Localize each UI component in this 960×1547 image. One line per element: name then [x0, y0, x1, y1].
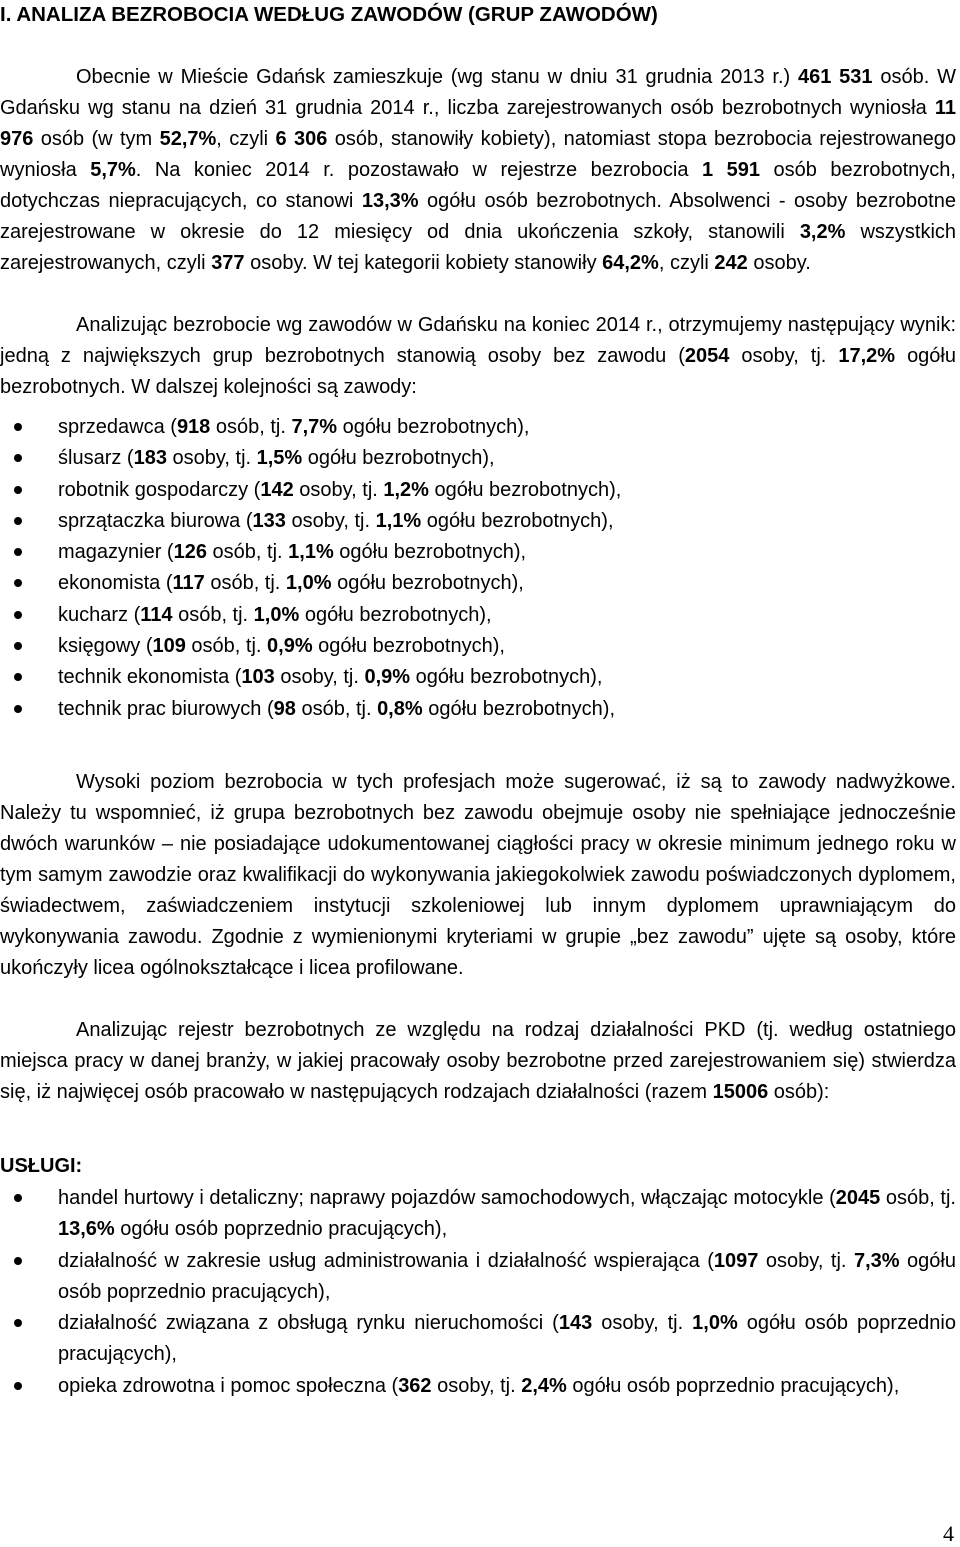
profession-item-pct: 1,0%: [253, 603, 300, 626]
profession-item-pct: 7,7%: [291, 416, 338, 438]
bullet-icon: [14, 1319, 22, 1327]
service-item: [0, 1183, 956, 1246]
intro-value: 5,7%: [90, 159, 136, 181]
profession-item-pct: 1,0%: [285, 572, 332, 595]
profession-item: [0, 662, 956, 693]
intro-value: 3,2%: [799, 221, 846, 243]
profession-item-mid: osoby, tj.: [274, 666, 365, 689]
profession-item-pct: 1,1%: [375, 509, 422, 532]
intro-text: wszystkich zarejestrowanych, czyli: [0, 221, 957, 274]
profession-item-mid: osób, tj.: [185, 635, 268, 658]
bullet-icon: [14, 1382, 22, 1390]
profession-item-count: 117: [172, 572, 205, 595]
service-item-pre: działalność związana z obsługą rynku nieruchomości (: [58, 1312, 559, 1335]
profession-item: [0, 631, 956, 662]
profession-item-count: 126: [173, 541, 207, 564]
service-item-mid: osoby, tj.: [592, 1312, 693, 1335]
intro-value: 6 306: [275, 128, 328, 150]
profession-item-count: 183: [133, 447, 167, 470]
service-item-post: ogółu osób poprzednio pracujących),: [566, 1374, 900, 1397]
profession-item-post: ogółu bezrobotnych),: [331, 572, 524, 595]
service-item-pct: 7,3%: [853, 1249, 900, 1272]
intro-value: 1 591: [701, 159, 760, 181]
profession-item-count: 103: [241, 666, 275, 689]
profession-item-mid: osoby, tj.: [166, 447, 257, 470]
bullet-icon: [14, 423, 22, 431]
profession-item: [0, 506, 956, 537]
service-item-post: ogółu osób poprzednio pracujących),: [58, 1312, 956, 1366]
profession-item-pct: 0,9%: [364, 666, 411, 689]
intro-text: osoby.: [747, 252, 811, 274]
profession-item-post: ogółu bezrobotnych),: [302, 447, 495, 470]
services-heading: USŁUGI:: [0, 1155, 83, 1177]
service-item-pre: działalność w zakresie usług administrowania i działalność wspierająca (: [58, 1249, 714, 1272]
service-item-pct: 1,0%: [692, 1312, 738, 1335]
intro-text: , czyli: [658, 252, 715, 274]
profession-item-pct: 1,5%: [256, 447, 303, 470]
analysis-value: 17,2%: [838, 345, 896, 367]
analysis-value: 2054: [684, 345, 730, 367]
profession-item-pre: sprzedawca (: [58, 416, 177, 438]
profession-item-count: 142: [260, 478, 294, 501]
profession-item-count: 109: [152, 635, 186, 658]
pkd-paragraph: [0, 1015, 956, 1108]
profession-item: [0, 600, 956, 631]
service-item-count: 362: [398, 1374, 432, 1397]
bullet-icon: [14, 486, 22, 494]
profession-item-post: ogółu bezrobotnych),: [299, 603, 492, 626]
profession-item-count: 114: [140, 603, 173, 626]
intro-value: 64,2%: [602, 252, 659, 274]
service-item: [0, 1308, 956, 1371]
pkd-text: osób):: [768, 1081, 830, 1103]
service-item-mid: osób, tj.: [880, 1187, 956, 1209]
service-item: [0, 1246, 956, 1309]
pkd-text: Analizując rejestr bezrobotnych ze względu na rodzaj działalności PKD (tj. według ostatniego miejsca pracy w danej branży, w jakiej pracowały osoby bezrobotne przed zarejestrowaniem się) stwierdza się, iż najwięcej osób pracowało w następujących rodzajach działalności (razem: [0, 1019, 956, 1103]
bullet-icon: [14, 1257, 22, 1265]
intro-text: osób. W Gdańsku wg stanu na dzień 31 grudnia 2014 r., liczba zarejestrowanych osób bezrobotnych wyniosła: [0, 66, 956, 119]
surplus-paragraph: Wysoki poziom bezrobocia w tych profesjach może sugerować, iż są to zawody nadwyżkowe. Należy tu wspomnieć, iż grupa bezrobotnych bez zawodu obejmuje osoby nie spełniające jednocześnie dwóch warunków – nie posiadające udokumentowanej ciągłości pracy w okresie minimum jednego roku w tym samym zawodzie oraz kwalifikacji do wykonywania jakiegokolwiek zawodu poświadczonych dyplomem, świadectwem, zaświadczeniem instytucji szkoleniowej lub innym dyplomem uprawniającym do wykonywania zawodu. Zgodnie z wymienionymi kryteriami w grupie „bez zawodu” ujęte są osoby, które ukończyły licea ogólnokształcące i licea profilowane.: [0, 771, 956, 979]
profession-item-pct: 1,1%: [288, 541, 334, 564]
profession-item-post: ogółu bezrobotnych),: [337, 416, 530, 438]
intro-paragraph: [0, 62, 956, 279]
profession-item-mid: osoby, tj.: [293, 478, 384, 501]
profession-item-pre: technik ekonomista (: [58, 666, 242, 689]
analysis-paragraph: [0, 310, 956, 403]
bullet-icon: [14, 642, 22, 650]
profession-item: [0, 475, 956, 506]
profession-item-mid: osób, tj.: [204, 572, 286, 595]
profession-item: [0, 412, 956, 443]
intro-text: ogółu osób bezrobotnych. Absolwenci - osoby bezrobotne zarejestrowane w okresie do 12 miesięcy od dnia ukończenia szkoły, stanowili: [0, 190, 956, 243]
profession-item-pct: 0,9%: [267, 635, 313, 658]
service-item-mid: osoby, tj.: [431, 1374, 522, 1397]
profession-item-pre: robotnik gospodarczy (: [58, 478, 261, 501]
profession-item-mid: osób, tj.: [172, 603, 254, 626]
profession-item-pre: sprzątaczka biurowa (: [58, 509, 253, 532]
bullet-icon: [14, 579, 22, 587]
profession-item-mid: osób, tj.: [295, 697, 378, 720]
service-item: [0, 1371, 956, 1402]
bullet-icon: [14, 548, 22, 556]
intro-value: 11 976: [0, 97, 956, 150]
intro-value: 52,7%: [159, 128, 217, 150]
intro-text: osoby. W tej kategorii kobiety stanowiły: [244, 252, 603, 274]
profession-item-post: ogółu bezrobotnych),: [428, 478, 622, 501]
profession-item-pre: technik prac biurowych (: [58, 697, 274, 720]
page-number: 4: [943, 1521, 954, 1546]
services-list: [0, 1183, 956, 1402]
service-item-pct: 2,4%: [521, 1374, 567, 1397]
profession-item-post: ogółu bezrobotnych),: [312, 635, 505, 658]
service-item-pre: handel hurtowy i detaliczny; naprawy pojazdów samochodowych, włączając motocykle (: [58, 1187, 836, 1209]
profession-item-mid: osób, tj.: [206, 541, 289, 564]
bullet-icon: [14, 454, 22, 462]
service-item-count: 143: [558, 1312, 593, 1335]
bullet-icon: [14, 611, 22, 619]
intro-text: osób, stanowiły kobiety), natomiast stopa bezrobocia rejestrowanego wyniosła: [0, 128, 956, 181]
profession-item-count: 133: [252, 509, 286, 532]
service-item-post: ogółu osób poprzednio pracujących),: [58, 1249, 956, 1303]
intro-value: 461 531: [797, 66, 873, 88]
profession-item-pct: 1,2%: [383, 478, 429, 501]
analysis-text: osoby, tj.: [729, 345, 839, 367]
profession-item-post: ogółu bezrobotnych),: [410, 666, 603, 689]
profession-item-post: ogółu bezrobotnych),: [333, 541, 527, 564]
profession-item-pre: magazynier (: [58, 541, 174, 564]
section-heading: I. ANALIZA BEZROBOCIA WEDŁUG ZAWODÓW (GRUP ZAWODÓW): [0, 3, 658, 26]
professions-list: [0, 412, 956, 725]
profession-item-pre: ślusarz (: [58, 447, 134, 470]
profession-item-mid: osób, tj.: [210, 416, 292, 438]
profession-item-pct: 0,8%: [377, 697, 423, 720]
profession-item-count: 918: [176, 416, 211, 438]
service-item-count: 2045: [835, 1187, 881, 1209]
service-item-pre: opieka zdrowotna i pomoc społeczna (: [58, 1374, 399, 1397]
profession-item-post: ogółu bezrobotnych),: [422, 697, 615, 720]
profession-item-post: ogółu bezrobotnych),: [421, 509, 614, 532]
bullet-icon: [14, 705, 22, 713]
intro-value: 242: [714, 252, 748, 274]
bullet-icon: [14, 517, 22, 525]
intro-value: 377: [211, 252, 245, 274]
profession-item-mid: osoby, tj.: [285, 509, 376, 532]
profession-item: [0, 537, 956, 568]
profession-item: [0, 568, 956, 599]
pkd-total: 15006: [712, 1081, 769, 1103]
profession-item: [0, 694, 956, 725]
intro-text: Obecnie w Mieście Gdańsk zamieszkuje (wg stanu w dniu 31 grudnia 2013 r.): [76, 66, 798, 88]
service-item-post: ogółu osób poprzednio pracujących),: [114, 1218, 448, 1241]
service-item-count: 1097: [713, 1249, 759, 1272]
bullet-icon: [14, 1194, 22, 1202]
profession-item: [0, 443, 956, 474]
bullet-icon: [14, 673, 22, 681]
intro-text: osób bezrobotnych, dotychczas niepracujących, co stanowi: [0, 159, 956, 212]
analysis-text: Analizując bezrobocie wg zawodów w Gdańsku na koniec 2014 r., otrzymujemy następujący wynik: jedną z największych grup bezrobotnych stanowią osoby bez zawodu (: [0, 314, 956, 367]
profession-item-count: 98: [273, 697, 296, 720]
service-item-mid: osoby, tj.: [758, 1249, 854, 1272]
profession-item-pre: księgowy (: [58, 635, 153, 658]
intro-value: 13,3%: [361, 190, 419, 212]
intro-text: . Na koniec 2014 r. pozostawało w rejestrze bezrobocia: [135, 159, 702, 181]
profession-item-pre: ekonomista (: [58, 572, 173, 595]
analysis-text: ogółu bezrobotnych. W dalszej kolejności są zawody:: [0, 345, 956, 398]
intro-text: , czyli: [216, 128, 276, 150]
profession-item-pre: kucharz (: [58, 603, 141, 626]
service-item-pct: 13,6%: [58, 1218, 115, 1241]
intro-text: osób (w tym: [33, 128, 160, 150]
